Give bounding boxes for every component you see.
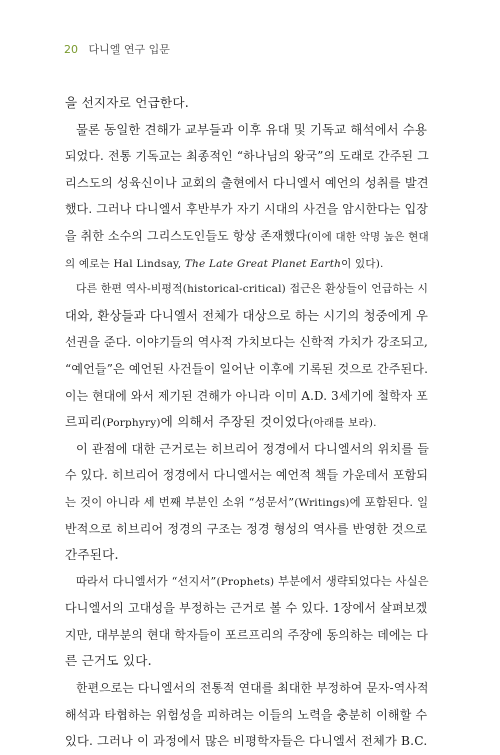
text-run: 따라서 다니엘서가 “선지서” xyxy=(76,574,217,588)
text-run: 지만, 대부분의 현대 학자들이 포르프리의 주장에 동의하는 데에는 다 xyxy=(65,627,429,642)
text-line xyxy=(65,143,429,170)
text-run: 선권을 준다. 이야기들의 역사적 가치보다는 신학적 가치가 강조되고, xyxy=(65,335,429,350)
text-run: 는 것이 아니라 세 번째 부분인 소위 “성문서” xyxy=(65,494,295,509)
book-title: 다니엘 연구 입문 xyxy=(88,43,170,56)
text-run: 른 근거도 있다. xyxy=(65,653,152,669)
text-line xyxy=(65,117,429,144)
text-run: 접근은 환상들이 언급하는 시 xyxy=(285,282,429,296)
text-line xyxy=(65,250,429,277)
text-run: (Prophets) xyxy=(216,575,275,588)
text-line xyxy=(65,223,429,250)
text-run: 다니엘서의 고대성을 부정하는 근거로 볼 수 있다. 1장에서 살펴보겠 xyxy=(65,601,428,616)
text-line xyxy=(65,436,429,463)
text-run: 의 예로는 Hal Lindsay, xyxy=(65,257,185,270)
text-run: 리스도의 성육신이나 교회의 출현에서 다니엘서 예언의 성취를 발견 xyxy=(65,175,429,190)
text-run: (historical-critical) xyxy=(182,283,286,296)
text-run: 에 포함된다. 일 xyxy=(349,494,429,509)
text-run: 르피리 xyxy=(65,414,103,430)
text-line xyxy=(65,196,429,223)
text-run: 한편으로는 다니엘서의 전통적 연대를 최대한 부정하여 문자-역사적 xyxy=(76,681,429,696)
text-line xyxy=(65,329,429,356)
text-run: 반적으로 히브리어 정경의 구조는 정경 형성의 역사를 반영한 것으로 xyxy=(65,521,428,536)
text-line xyxy=(65,170,429,197)
text-run: 해석과 타협하는 위험성을 피하려는 이들의 노력을 충분히 이해할 수 xyxy=(65,707,428,722)
text-run: 에 의해서 주장된 것이었다 xyxy=(160,414,310,430)
text-line xyxy=(65,489,429,516)
text-line xyxy=(65,383,429,410)
text-line xyxy=(65,276,429,303)
text-run: 이 있다). xyxy=(341,257,384,270)
text-run: 다른 한편 역사-비평적 xyxy=(76,282,183,296)
text-run: 물론 동일한 견해가 교부들과 이후 유대 및 기독교 해석에서 수용 xyxy=(76,122,428,137)
text-run: 있다. 그러나 이 과정에서 많은 비평학자들은 다니엘서 전체가 B.C. xyxy=(65,734,428,749)
body-text xyxy=(65,90,429,755)
text-line xyxy=(65,542,429,569)
text-line xyxy=(65,702,429,729)
text-run: 되었다. 전통 기독교는 최종적인 “하나님의 왕국”의 도래로 간주된 그 xyxy=(65,149,429,164)
text-line xyxy=(65,356,429,383)
text-run: 을 선지자로 언급한다. xyxy=(65,95,189,110)
text-line xyxy=(65,648,429,675)
text-run: The Late Great Planet Earth xyxy=(184,257,342,270)
text-line xyxy=(65,675,429,702)
running-head xyxy=(64,41,170,57)
text-line xyxy=(65,90,429,117)
text-run: (Writings) xyxy=(294,496,350,509)
text-run: 간주된다. xyxy=(65,547,119,563)
text-run: (Porphyry) xyxy=(102,417,161,430)
text-run: 수 있다. 히브리어 정경에서 다니엘서는 예언적 책들 가운데서 포함되 xyxy=(65,468,429,483)
text-run: (이에 대한 악명 높은 현대 xyxy=(306,230,429,243)
text-line xyxy=(65,569,429,596)
text-run: 이 관점에 대한 근거로는 히브리어 정경에서 다니엘서의 위치를 들 xyxy=(76,441,430,456)
text-line xyxy=(65,622,429,649)
text-run: (아래를 보라). xyxy=(309,417,377,430)
text-run: 부분에서 생략되었다는 사실은 xyxy=(274,574,429,588)
page-number: 20 xyxy=(64,43,78,56)
text-line xyxy=(65,728,429,755)
text-run: 이는 현대에 와서 제기된 견해가 아니라 이미 A.D. 3세기에 철학자 포 xyxy=(65,388,428,403)
text-line xyxy=(65,462,429,489)
text-line xyxy=(65,409,429,436)
text-run: 대와, 환상들과 다니엘서 전체가 대상으로 하는 시기의 청중에게 우 xyxy=(65,308,429,323)
text-line xyxy=(65,516,429,543)
text-run: 을 취한 소수의 그리스도인들도 항상 존재했다 xyxy=(65,228,307,243)
text-run: 했다. 그러나 다니엘서 후반부가 자기 시대의 사건을 암시한다는 입장 xyxy=(65,202,429,217)
text-run: “예언들”은 예언된 사건들이 일어난 이후에 기록된 것으로 간주된다. xyxy=(65,361,429,376)
text-line xyxy=(65,595,429,622)
text-line xyxy=(65,303,429,330)
